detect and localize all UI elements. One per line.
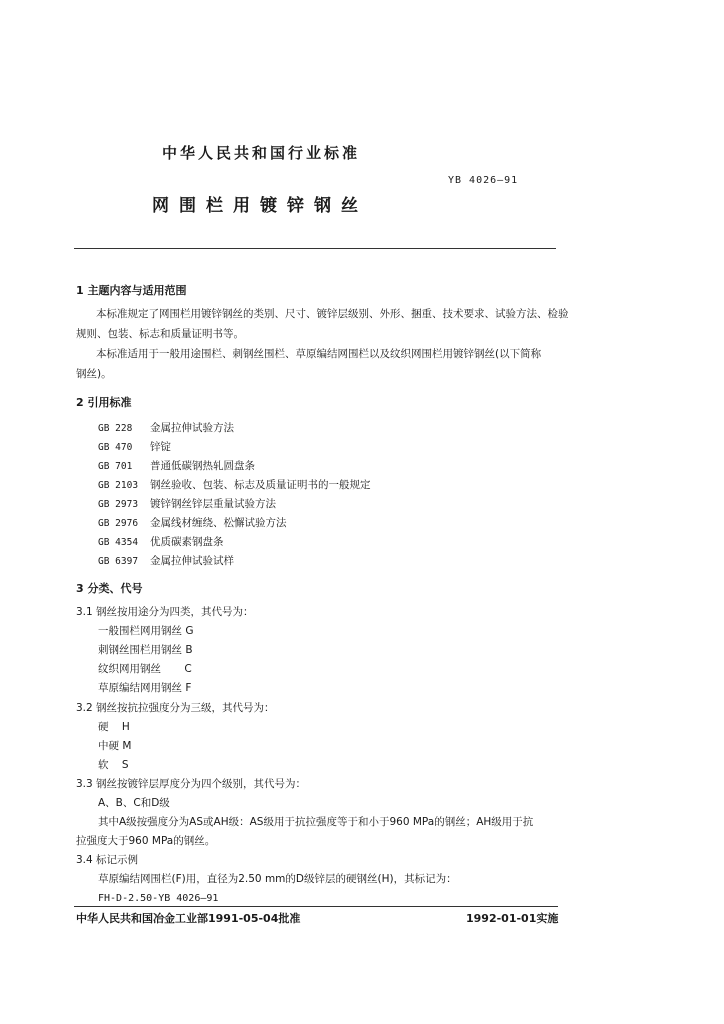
clause-3-2-item: 硬 H [98,721,130,733]
clause-3-4: 3.4 标记示例 [76,854,139,866]
clause-3-1: 3.1 钢丝按用途分为四类，其代号为： [76,606,254,618]
clause-3-3-note-line2: 拉强度大于960 MPa的钢丝。 [76,835,216,847]
section-2-heading: 2 引用标准 [76,396,132,409]
approval-date: 中华人民共和国冶金工业部1991-05-04批准 [76,912,301,925]
clause-3-3-item: A、B、C和D级 [98,797,170,809]
reference-title: 金属拉伸试验试样 [150,555,234,567]
reference-item [98,553,234,568]
clause-3-2: 3.2 钢丝按抗拉强度分为三级，其代号为： [76,702,275,714]
reference-item [98,439,171,454]
org-title: 中华人民共和国行业标准 [162,144,361,162]
reference-item [98,515,287,530]
document-title: 网围栏用镀锌钢丝 [152,196,368,216]
clause-3-3: 3.3 钢丝按镀锌层厚度分为四个级别，其代号为： [76,778,307,790]
implementation-date: 1992-01-01实施 [466,912,559,925]
reference-item [98,534,224,549]
footer-rule [74,906,558,907]
section-1-para2-line1: 本标准适用于一般用途围栏、刺钢丝围栏、草原编结网围栏以及纹织网围栏用镀锌钢丝(以下简称 [96,348,542,360]
section-1-heading: 1 主题内容与适用范围 [76,284,187,297]
clause-3-3-note-line1: 其中A级按强度分为AS或AH级：AS级用于抗拉强度等于和小于960 MPa的钢丝；AH级用于抗 [98,816,534,828]
reference-code: GB 2103 [98,480,139,491]
clause-3-1-item: 纹织网用钢丝 C [98,663,192,675]
clause-3-1-item: 一般围栏网用钢丝 G [98,625,194,637]
reference-code: GB 228 [98,423,133,434]
reference-title: 钢丝验收、包装、标志及质量证明书的一般规定 [150,479,371,491]
clause-3-1-item: 刺钢丝围栏用钢丝 B [98,644,193,656]
header-rule [74,248,556,249]
clause-3-2-item: 中硬 M [98,740,132,752]
section-3-heading: 3 分类、代号 [76,582,143,595]
clause-3-1-item: 草原编结网用钢丝 F [98,682,192,694]
section-1-para2-line2: 钢丝)。 [76,368,112,380]
reference-code: GB 701 [98,461,133,472]
clause-3-4-line1: 草原编结网围栏(F)用，直径为2.50 mm的D级锌层的硬钢丝(H)，其标记为： [98,873,457,885]
reference-item [98,458,255,473]
reference-code: GB 470 [98,442,133,453]
reference-item [98,420,234,435]
reference-title: 金属线材缠绕、松懈试验方法 [150,517,287,529]
clause-3-2-item: 软 S [98,759,129,771]
section-1-para1-line1: 本标准规定了网围栏用镀锌钢丝的类别、尺寸、镀锌层级别、外形、捆重、技术要求、试验方法、检验 [96,308,569,320]
reference-title: 普通低碳钢热轧圆盘条 [150,460,255,472]
reference-item [98,477,371,492]
reference-code: GB 6397 [98,556,139,567]
reference-title: 金属拉伸试验方法 [150,422,234,434]
reference-code: GB 2976 [98,518,139,529]
reference-title: 优质碳素钢盘条 [150,536,224,548]
reference-code: GB 4354 [98,537,139,548]
standard-code: YB 4026—91 [448,175,519,186]
reference-item [98,496,276,511]
reference-code: GB 2973 [98,499,139,510]
marking-example: FH-D-2.50-YB 4026—91 [98,893,219,904]
reference-title: 镀锌钢丝锌层重量试验方法 [150,498,276,510]
section-1-para1-line2: 规则、包装、标志和质量证明书等。 [76,328,244,340]
reference-title: 锌锭 [150,441,171,453]
